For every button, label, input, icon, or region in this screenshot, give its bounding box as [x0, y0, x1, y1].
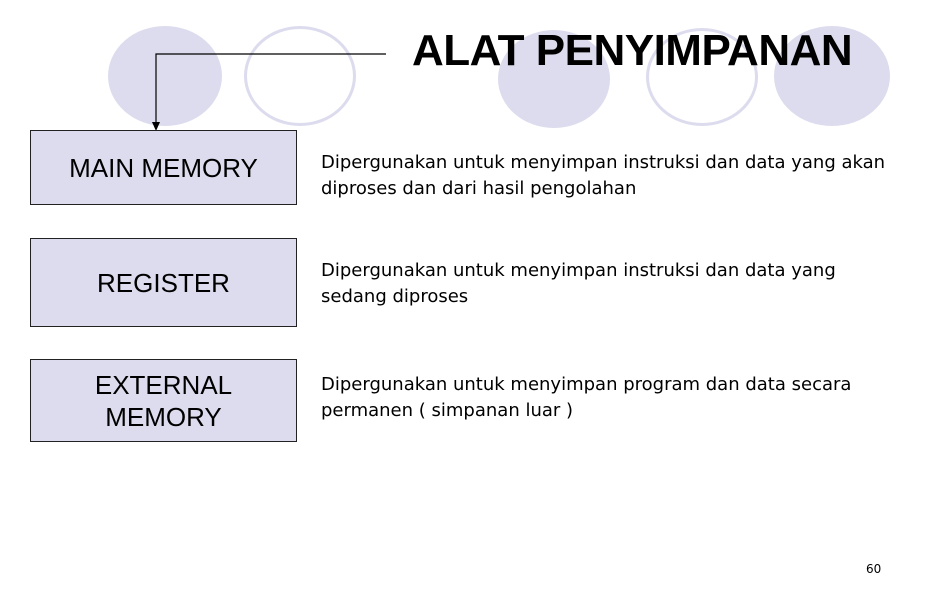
main-memory-box [30, 130, 297, 205]
page-number: 60 [866, 562, 882, 576]
external-memory-label: EXTERNAL MEMORY [94, 369, 233, 432]
external-memory-box [30, 359, 297, 442]
external-memory-description: Dipergunakan untuk menyimpan program dan data secara permanen ( simpanan luar ) [321, 374, 852, 421]
main-memory-label: MAIN MEMORY [69, 152, 258, 183]
register-label: REGISTER [97, 267, 230, 298]
register-box [30, 238, 297, 327]
page-title: ALAT PENYIMPANAN [412, 26, 853, 75]
main-memory-description: Dipergunakan untuk menyimpan instruksi dan data yang akan diproses dan dari hasil pengolahan [321, 152, 886, 199]
register-description: Dipergunakan untuk menyimpan instruksi dan data yang sedang diproses [321, 260, 836, 307]
